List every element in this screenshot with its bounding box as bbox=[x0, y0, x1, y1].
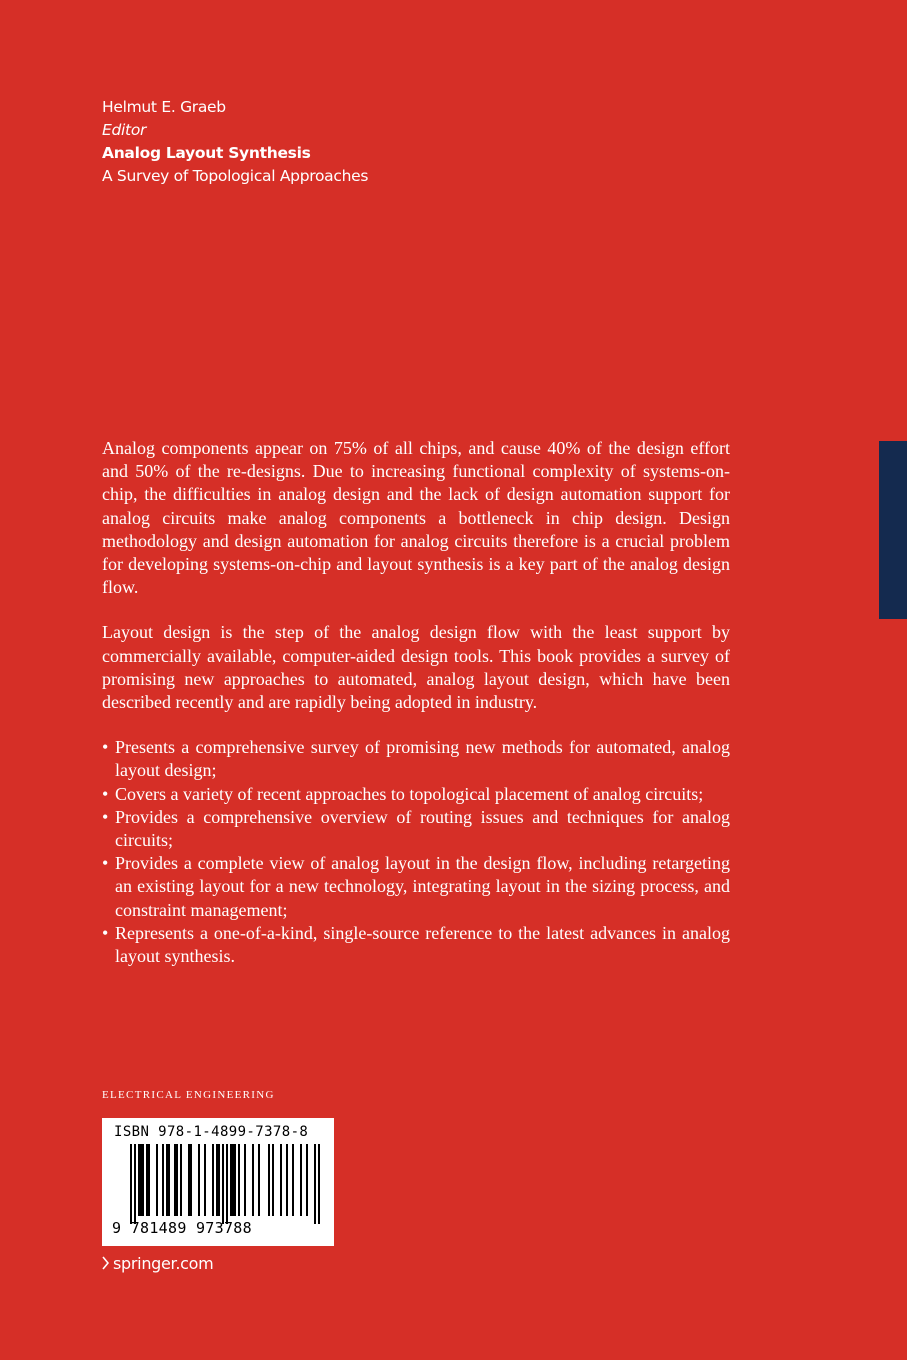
barcode-bar bbox=[268, 1144, 270, 1216]
barcode-bar bbox=[216, 1144, 218, 1216]
book-subtitle: A Survey of Topological Approaches bbox=[102, 167, 369, 185]
description bbox=[102, 437, 730, 968]
description-paragraph-1: Analog components appear on 75% of all chips, and cause 40% of the design effort and 50% of the re-designs. Due to increasing functional complexity of systems-on-chip, the difficulties in analog design and the lack of design automation support for analog circuits make analog components a bottleneck in chip design. Design methodology and design automation for analog circuits therefore is a crucial problem for developing systems-on-chip and layout synthesis is a key part of the analog design flow. bbox=[102, 438, 730, 598]
feature-item: • Covers a variety of recent approaches to topological placement of analog circuits; bbox=[102, 783, 730, 806]
barcode-bar bbox=[226, 1144, 228, 1224]
barcode-bar bbox=[314, 1144, 316, 1224]
feature-item: • Presents a comprehensive survey of promising new methods for automated, analog layout design; bbox=[102, 736, 730, 782]
barcode-bar bbox=[204, 1144, 206, 1216]
book-title: Analog Layout Synthesis bbox=[102, 144, 311, 162]
barcode-bar bbox=[162, 1144, 164, 1216]
barcode-bar bbox=[134, 1144, 136, 1224]
subject-category: ELECTRICAL ENGINEERING bbox=[102, 1089, 275, 1101]
barcode-bar bbox=[142, 1144, 144, 1216]
barcode-bar bbox=[244, 1144, 246, 1216]
barcode-icon bbox=[130, 1144, 320, 1224]
barcode-bar bbox=[188, 1144, 190, 1216]
feature-item: • Provides a comprehensive overview of routing issues and techniques for analog circuits; bbox=[102, 806, 730, 852]
author-name: Helmut E. Graeb bbox=[102, 98, 226, 116]
barcode-bar bbox=[146, 1144, 148, 1216]
website-link[interactable] bbox=[102, 1254, 213, 1273]
author-role: Editor bbox=[102, 121, 147, 139]
barcode-bar bbox=[156, 1144, 158, 1216]
barcode-bar bbox=[272, 1144, 274, 1216]
barcode-bar bbox=[280, 1144, 282, 1216]
barcode-bar bbox=[292, 1144, 294, 1216]
cover-header bbox=[102, 96, 368, 188]
barcode-bar bbox=[230, 1144, 232, 1216]
barcode-bar bbox=[258, 1144, 260, 1216]
barcode-bar bbox=[176, 1144, 178, 1216]
barcode-bar bbox=[232, 1144, 234, 1216]
isbn-label: ISBN 978-1-4899-7378-8 bbox=[114, 1124, 309, 1140]
chevron-right-icon bbox=[102, 1256, 109, 1270]
barcode-bar bbox=[190, 1144, 192, 1216]
barcode-bar bbox=[286, 1144, 288, 1216]
feature-item: • Provides a complete view of analog layout in the design flow, including retargeting an existing layout for a new technology, integrating layout in the sizing process, and constraint management; bbox=[102, 852, 730, 922]
side-color-tab bbox=[879, 441, 907, 619]
barcode-panel bbox=[102, 1118, 334, 1246]
barcode-bar bbox=[198, 1144, 200, 1216]
website-text: springer.com bbox=[113, 1254, 214, 1273]
barcode-bar bbox=[222, 1144, 224, 1224]
barcode-bar bbox=[174, 1144, 176, 1216]
barcode-bar bbox=[218, 1144, 220, 1216]
feature-item: • Represents a one-of-a-kind, single-source reference to the latest advances in analog layout synthesis. bbox=[102, 922, 730, 968]
barcode-bar bbox=[306, 1144, 308, 1216]
barcode-bar bbox=[300, 1144, 302, 1216]
barcode-bar bbox=[234, 1144, 236, 1216]
description-paragraph-2: Layout design is the step of the analog design flow with the least support by commercially available, computer-aided design tools. This book provides a survey of promising new approaches to automated, analog layout design, which have been described recently and are rapidly being adopted in industry. bbox=[102, 622, 730, 713]
ean-digits: 9 781489 973788 bbox=[112, 1219, 252, 1237]
feature-list bbox=[102, 736, 730, 968]
barcode-bar bbox=[130, 1144, 132, 1224]
barcode-bar bbox=[168, 1144, 170, 1216]
barcode-bar bbox=[148, 1144, 150, 1216]
barcode-bar bbox=[138, 1144, 140, 1216]
barcode-bar bbox=[212, 1144, 214, 1216]
barcode-bar bbox=[140, 1144, 142, 1216]
barcode-bar bbox=[166, 1144, 168, 1216]
barcode-bar bbox=[180, 1144, 182, 1216]
barcode-bar bbox=[238, 1144, 240, 1216]
barcode-bar bbox=[252, 1144, 254, 1216]
barcode-bar bbox=[318, 1144, 320, 1224]
